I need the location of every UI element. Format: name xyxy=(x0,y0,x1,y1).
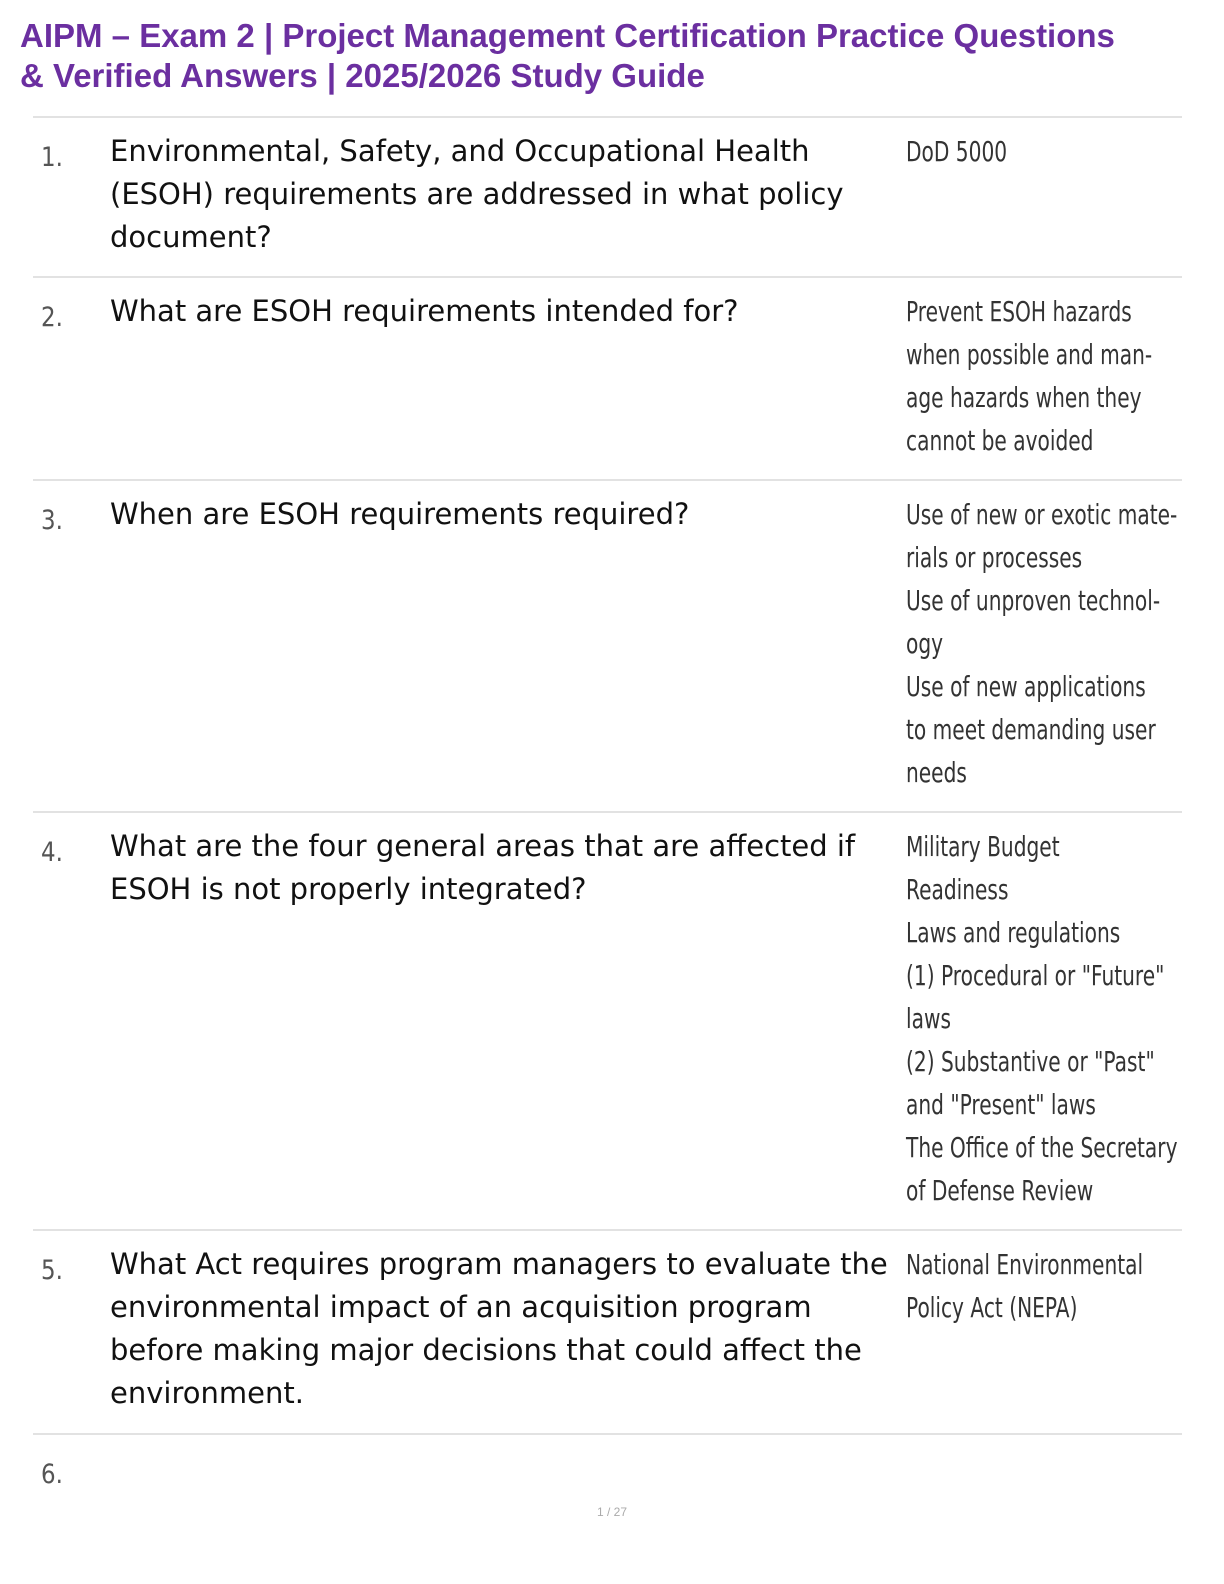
question-number: 2. xyxy=(41,302,63,333)
table-row xyxy=(33,118,1182,278)
question-text: Environmental, Safety, and Occupational Health (ESOH) requirements are addressed in what policy document? xyxy=(110,134,844,254)
answer-line: of Defense Review xyxy=(906,1174,1094,1207)
answer-line: National Environmental xyxy=(906,1248,1144,1281)
answer-line: The Office of the Secretary xyxy=(906,1131,1178,1164)
question-answer-table xyxy=(33,116,1182,1515)
table-row xyxy=(33,813,1182,1231)
answer-text xyxy=(906,130,1182,173)
answer-line: and "Present" laws xyxy=(906,1088,1096,1121)
answer-line: Use of new or exotic mate- xyxy=(906,498,1178,531)
answer-line: Use of new applications xyxy=(906,670,1146,703)
answer-line: rials or processes xyxy=(906,541,1083,574)
question-text: What are the four general areas that are affected if ESOH is not properly integrated? xyxy=(110,829,856,906)
answer-line: DoD 5000 xyxy=(906,135,1008,168)
question-number: 4. xyxy=(41,837,63,868)
answer-line: (2) Substantive or "Past" xyxy=(906,1045,1155,1078)
answer-line: needs xyxy=(906,756,967,789)
answer-text xyxy=(906,493,1182,794)
page-indicator: 1 / 27 xyxy=(596,1505,628,1519)
answer-line: Laws and regulations xyxy=(906,916,1121,949)
answer-line: cannot be avoided xyxy=(906,424,1094,457)
table-row xyxy=(33,1231,1182,1435)
document-title xyxy=(20,16,1210,96)
question-text: What are ESOH requirements intended for? xyxy=(110,294,739,328)
question-number: 6. xyxy=(41,1459,63,1490)
answer-line: Prevent ESOH hazards xyxy=(906,295,1132,328)
question-number: 5. xyxy=(41,1255,63,1286)
answer-line: Use of unproven technol- xyxy=(906,584,1161,617)
document-title-line-1: AIPM – Exam 2 | Project Management Certification Practice Questions xyxy=(20,17,1115,54)
answer-line: Readiness xyxy=(906,873,1009,906)
answer-line: when possible and man- xyxy=(906,338,1153,371)
answer-line: to meet demanding user xyxy=(906,713,1156,746)
table-row xyxy=(33,1435,1182,1515)
answer-line: Policy Act (NEPA) xyxy=(906,1291,1078,1324)
answer-line: age hazards when they xyxy=(906,381,1142,414)
answer-line: laws xyxy=(906,1002,951,1035)
answer-text xyxy=(906,290,1182,462)
question-text: When are ESOH requirements required? xyxy=(110,497,690,531)
answer-text xyxy=(906,825,1182,1212)
answer-text xyxy=(906,1243,1182,1329)
answer-line: (1) Procedural or "Future" xyxy=(906,959,1165,992)
document-title-line-2: & Verified Answers | 2025/2026 Study Guide xyxy=(20,57,705,94)
answer-line: Military Budget xyxy=(906,830,1060,863)
answer-line: ogy xyxy=(906,627,944,660)
table-row xyxy=(33,481,1182,813)
question-text: What Act requires program managers to evaluate the environmental impact of an acquisition program before making major decisions that could affect the environment. xyxy=(110,1247,888,1410)
question-number: 1. xyxy=(41,142,63,173)
question-number: 3. xyxy=(41,505,63,536)
table-row xyxy=(33,278,1182,481)
